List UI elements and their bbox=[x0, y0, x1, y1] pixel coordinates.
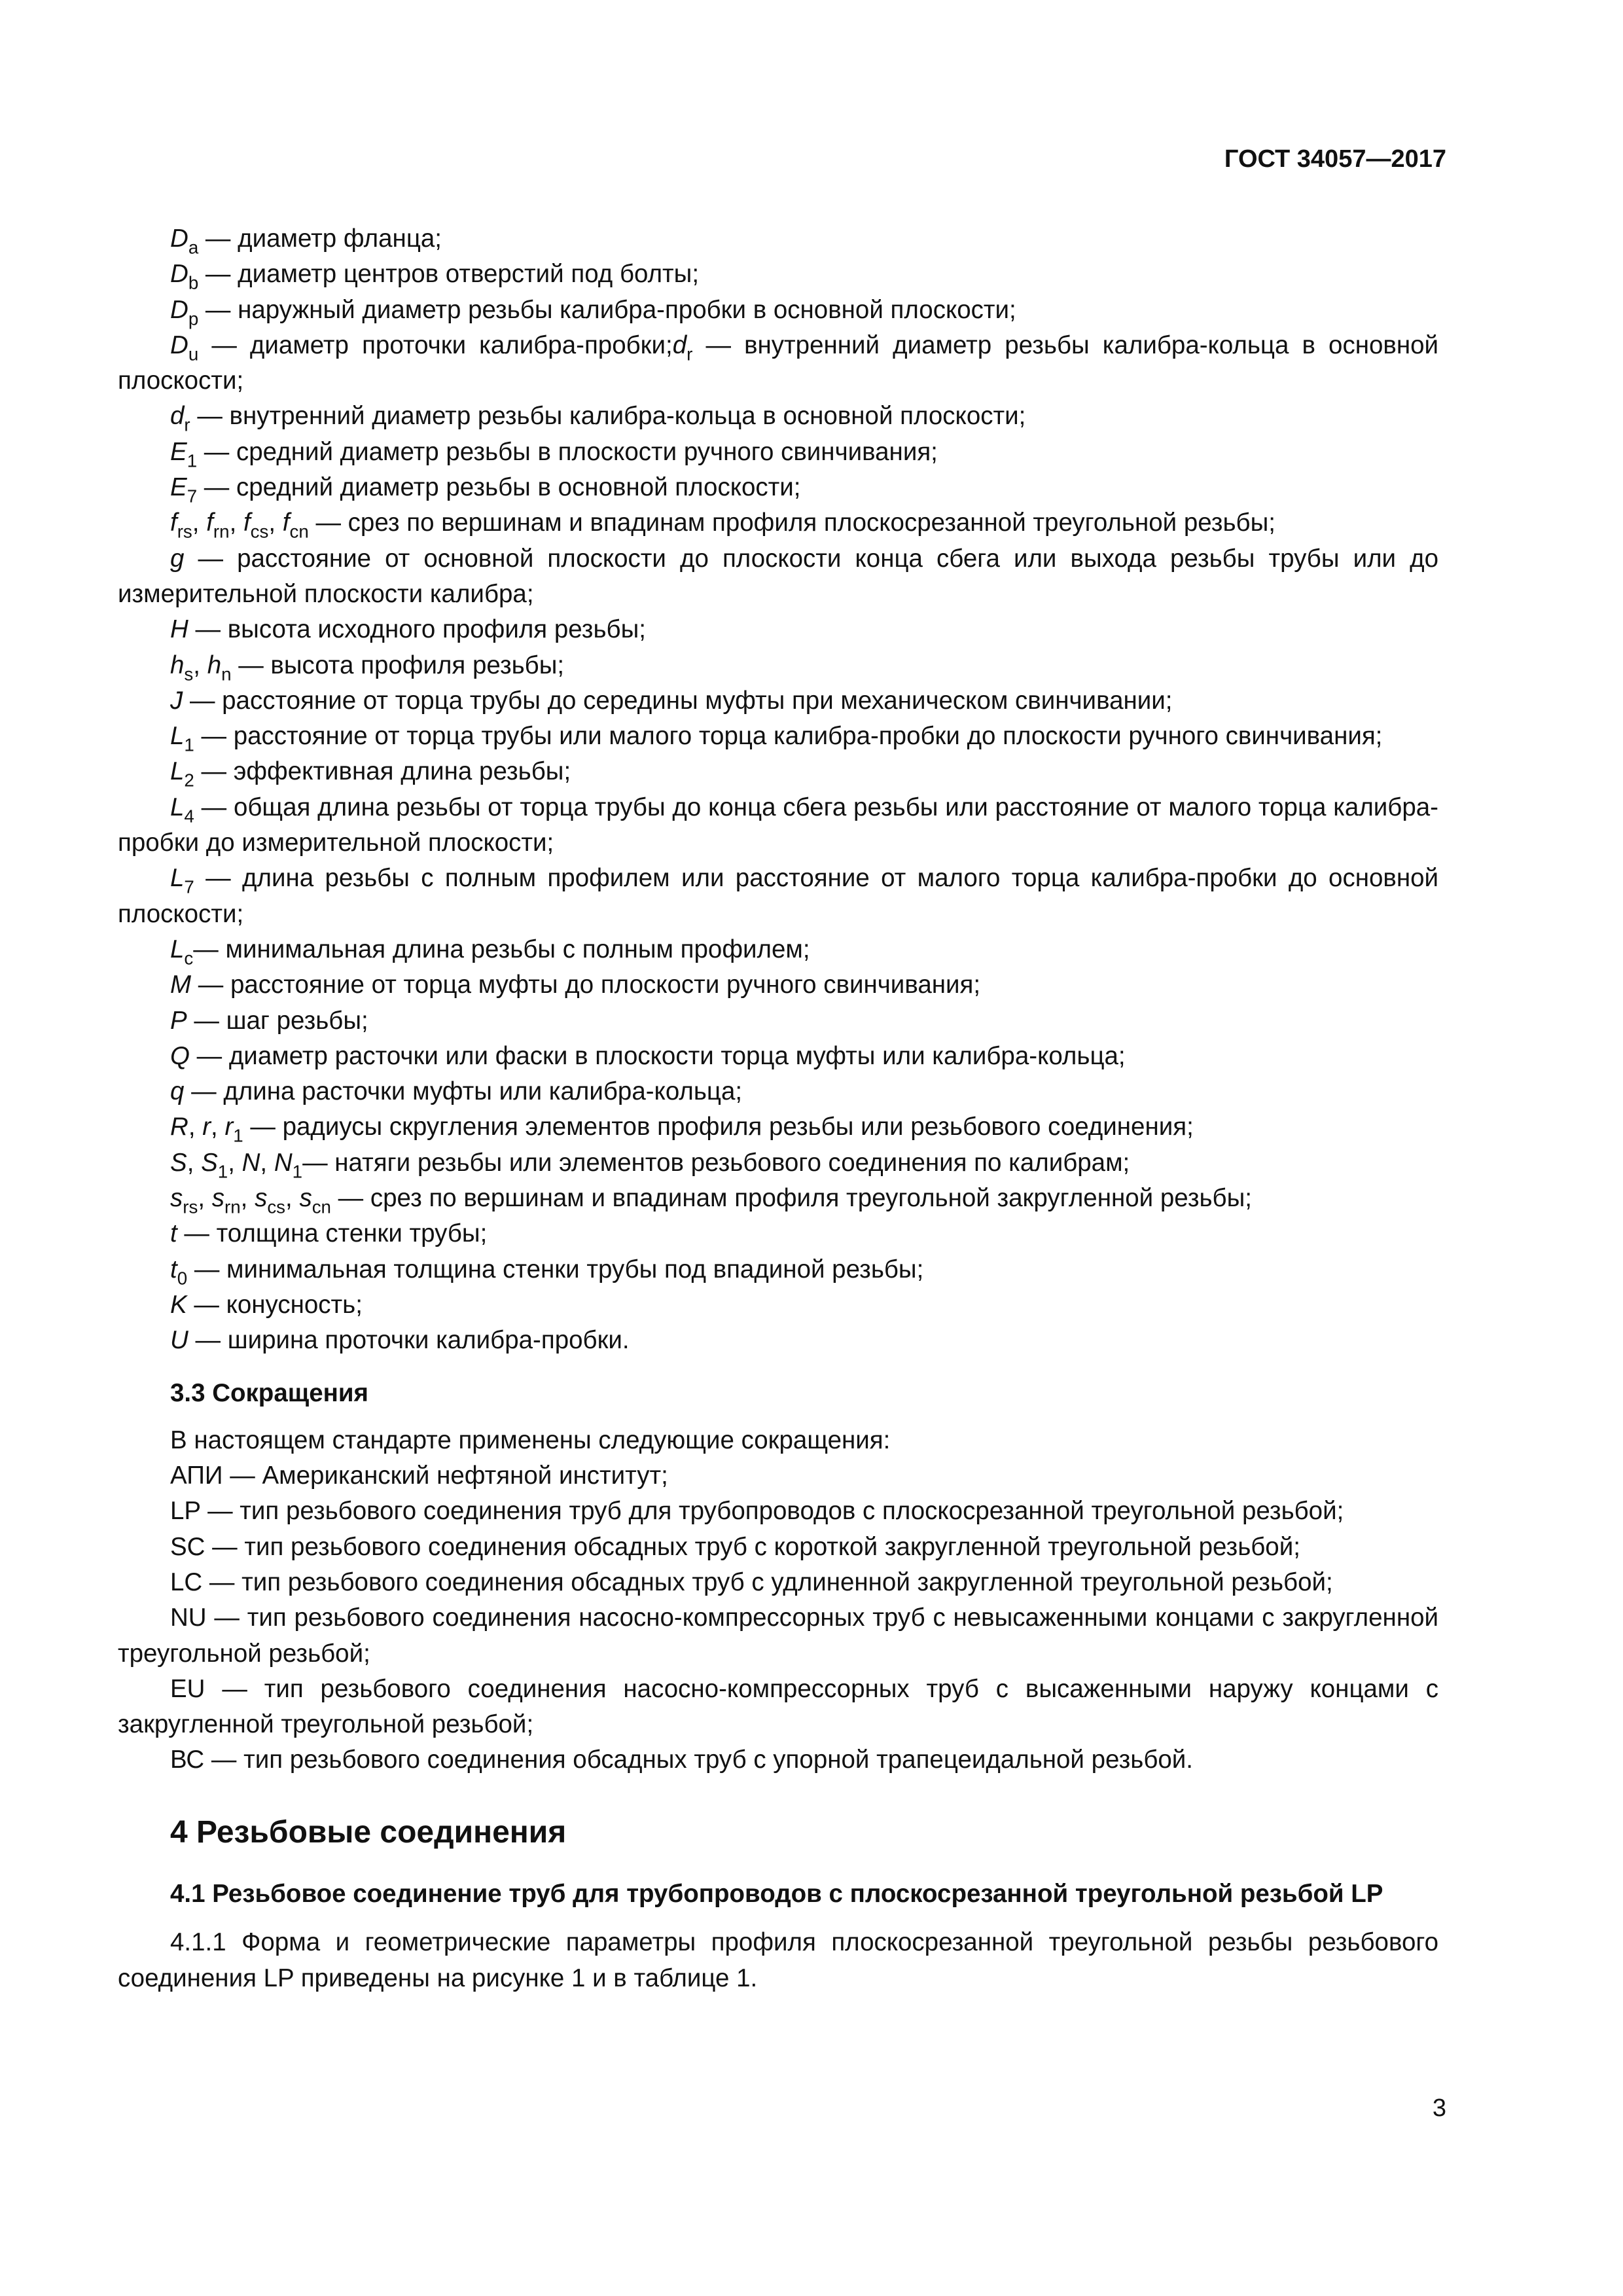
definition-text: — диаметр центров отверстий под болты; bbox=[198, 260, 700, 289]
math-symbol: $L_1$ bbox=[170, 722, 194, 755]
definition-text: — диаметр фланца; bbox=[198, 224, 442, 253]
definition-text: — диаметр расточки или фаски в плоскости торца муфты или калибра-кольца; bbox=[189, 1041, 1126, 1070]
definition-text: — эффективная длина резьбы; bbox=[194, 757, 571, 786]
section-4-heading: 4 Резьбовые соединения bbox=[170, 1814, 567, 1850]
definition-item bbox=[118, 399, 1438, 434]
definition-item bbox=[118, 1074, 1438, 1109]
definition-text: — минимальная длина резьбы с полным профилем; bbox=[193, 935, 810, 963]
math-symbol: M bbox=[170, 971, 192, 999]
definition-text: — средний диаметр резьбы в основной плоскости; bbox=[197, 473, 801, 502]
definition-item bbox=[118, 719, 1438, 754]
definition-text: — радиусы скругления элементов профиля резьбы или резьбового соединения; bbox=[243, 1113, 1194, 1141]
definition-text: — толщина стенки трубы; bbox=[177, 1219, 488, 1248]
definition-text: — диаметр проточки калибра-пробки; bbox=[198, 331, 673, 359]
definition-text: — конусность; bbox=[187, 1290, 363, 1319]
definition-item bbox=[118, 754, 1438, 789]
definition-text: — срез по вершинам и впадинам профиля плоскосрезанной треугольной резьбы; bbox=[308, 509, 1275, 537]
definition-item bbox=[118, 221, 1438, 257]
definition-item bbox=[118, 612, 1438, 647]
math-symbol: $h_n$ bbox=[207, 651, 232, 685]
math-symbol: J bbox=[170, 686, 183, 715]
math-symbol: g bbox=[170, 544, 185, 573]
definition-item bbox=[118, 328, 1438, 399]
definition-item bbox=[118, 470, 1438, 505]
definition-item bbox=[118, 932, 1438, 967]
abbreviation-item: EU — тип резьбового соединения насосно-компрессорных труб с высаженными наружу концами с закругленной треугольной резьбой; bbox=[118, 1674, 1438, 1739]
definition-text: — общая длина резьбы от торца трубы до конца сбега резьбы или расстояние от малого торца калибра-пробки до измерительной плоскости; bbox=[118, 793, 1438, 857]
definition-item bbox=[118, 541, 1438, 613]
definition-item bbox=[118, 257, 1438, 292]
math-symbol: $s_{rs}$ bbox=[170, 1184, 198, 1217]
math-symbol: S bbox=[170, 1148, 187, 1177]
math-symbol: $D_u$ bbox=[170, 331, 199, 365]
math-symbol: t bbox=[170, 1219, 177, 1248]
document-body bbox=[118, 221, 1438, 1996]
math-symbol: $L_7$ bbox=[170, 864, 194, 897]
definition-item bbox=[118, 1323, 1438, 1358]
math-symbol: H bbox=[170, 615, 188, 644]
math-symbol: r bbox=[202, 1113, 211, 1141]
math-symbol: $h_s$ bbox=[170, 651, 194, 685]
math-symbol: U bbox=[170, 1326, 188, 1355]
math-symbol: N bbox=[241, 1148, 260, 1177]
definition-item: S, $S_1$, N, $N_1—$ натяги резьбы или элементов резьбового соединения по калибрам; bbox=[170, 1148, 1130, 1182]
definition-item bbox=[118, 435, 1438, 470]
definition-text: — внутренний диаметр резьбы калибра-кольца в основной плоскости; bbox=[190, 402, 1026, 431]
standard-id-header: ГОСТ 34057—2017 bbox=[1224, 145, 1446, 173]
page-number: 3 bbox=[1432, 2094, 1446, 2122]
abbreviation-item: LP — тип резьбового соединения труб для трубопроводов с плоскосрезанной треугольной резьбой; bbox=[170, 1497, 1344, 1526]
definition-text: — расстояние от торца трубы до середины муфты при механическом свинчивании; bbox=[183, 686, 1173, 715]
paragraph-4-1-1: 4.1.1 Форма и геометрические параметры профиля плоскосрезанной треугольной резьбы резьбового соединения LP приведены на рисунке 1 и в таблице 1. bbox=[118, 1928, 1438, 1992]
definition-text: — длина резьбы с полным профилем или расстояние от малого торца калибра-пробки до основной плоскости; bbox=[118, 864, 1438, 928]
definition-item bbox=[118, 1003, 1438, 1039]
definition-text: — длина расточки муфты или калибра-кольца; bbox=[184, 1077, 743, 1106]
definition-text: — расстояние от торца трубы или малого торца калибра-пробки до плоскости ручного свинчивания; bbox=[194, 722, 1383, 751]
math-symbol: q bbox=[170, 1077, 185, 1106]
definition-item bbox=[118, 790, 1438, 861]
math-symbol: $E_7$ bbox=[170, 473, 198, 507]
definition-text: — высота профиля резьбы; bbox=[231, 651, 565, 679]
math-symbol: $f_{cs}$ bbox=[243, 509, 269, 542]
math-symbol: $s_{cn}$ bbox=[299, 1184, 331, 1217]
math-symbol: $t_0$ bbox=[170, 1255, 188, 1289]
definition-text: — высота исходного профиля резьбы; bbox=[188, 615, 646, 644]
math-symbol: $s_{cs}$ bbox=[255, 1184, 286, 1217]
definition-item bbox=[118, 861, 1438, 932]
definition-item bbox=[118, 967, 1438, 1003]
math-symbol: $D_b$ bbox=[170, 260, 199, 293]
section-3-3-heading: 3.3 Сокращения bbox=[170, 1378, 369, 1407]
definition-item bbox=[118, 683, 1438, 719]
math-symbol: Q bbox=[170, 1041, 190, 1070]
definition-text: — расстояние от торца муфты до плоскости ручного свинчивания; bbox=[191, 971, 981, 999]
math-symbol: $s_{rn}$ bbox=[211, 1184, 241, 1217]
definition-item: $f_{rs}$, $f_{rn}$, $f_{cs}$, $f_{cn}$ — срез по вершинам и впадинам профиля плоскосрезанной треугольной резьбы; bbox=[170, 509, 1275, 542]
math-symbol: K bbox=[170, 1290, 187, 1319]
math-symbol: $r_1$ bbox=[224, 1113, 243, 1146]
definition-item: R, r, $r_1$ — радиусы скругления элементов профиля резьбы или резьбового соединения; bbox=[170, 1113, 1194, 1146]
math-symbol: $L_c$ bbox=[170, 935, 194, 969]
abbreviations-list bbox=[118, 1458, 1438, 1778]
definition-text: — шаг резьбы; bbox=[187, 1006, 368, 1035]
symbol-definitions-list bbox=[118, 221, 1438, 1359]
abbreviations-intro: В настоящем стандарте применены следующие сокращения: bbox=[170, 1426, 891, 1454]
math-symbol: R bbox=[170, 1113, 188, 1141]
math-symbol: $D_a$ bbox=[170, 224, 199, 258]
definition-item: $s_{rs}$, $s_{rn}$, $s_{cs}$, $s_{cn}$ — срез по вершинам и впадинам профиля треугольной закругленной резьбы; bbox=[170, 1184, 1252, 1217]
definition-text: — внутренний диаметр резьбы калибра-кольца в основной плоскости; bbox=[118, 331, 1438, 395]
math-symbol: $L_2$ bbox=[170, 757, 194, 791]
abbreviation-item: LC — тип резьбового соединения обсадных труб с удлиненной закругленной треугольной резьбой; bbox=[170, 1568, 1333, 1596]
definition-text: — наружный диаметр резьбы калибра-пробки в основной плоскости; bbox=[198, 295, 1016, 324]
math-symbol: $D_p$ bbox=[170, 295, 199, 329]
definition-text: — средний диаметр резьбы в плоскости ручного свинчивания; bbox=[197, 437, 938, 466]
math-symbol: $f_{rs}$ bbox=[170, 509, 192, 542]
definition-text: — натяги резьбы или элементов резьбового соединения по калибрам; bbox=[302, 1148, 1130, 1177]
abbreviation-item: NU — тип резьбового соединения насосно-компрессорных труб с невысаженными концами с закругленной треугольной резьбой; bbox=[118, 1604, 1438, 1668]
math-symbol: $N_1$ bbox=[274, 1148, 303, 1182]
definition-text: — минимальная толщина стенки трубы под впадиной резьбы; bbox=[187, 1255, 924, 1283]
math-symbol: $E_1$ bbox=[170, 437, 198, 471]
definition-text: — ширина проточки калибра-пробки. bbox=[188, 1326, 630, 1355]
abbreviation-item: АПИ — Американский нефтяной институт; bbox=[170, 1462, 668, 1490]
subsection-4-1-heading: 4.1 Резьбовое соединение труб для трубопроводов с плоскосрезанной треугольной резьбой LP bbox=[170, 1880, 1383, 1909]
definition-item bbox=[118, 1216, 1438, 1251]
math-symbol: $d_r$ bbox=[170, 402, 190, 436]
definition-text: — расстояние от основной плоскости до плоскости конца сбега или выхода резьбы трубы или до измерительной плоскости калибра; bbox=[118, 544, 1438, 608]
abbreviation-item: SC — тип резьбового соединения обсадных труб с короткой закругленной треугольной резьбой; bbox=[170, 1532, 1300, 1561]
math-symbol: $d_r$ bbox=[672, 331, 693, 365]
math-symbol: $f_{cn}$ bbox=[282, 509, 309, 542]
math-symbol: $L_4$ bbox=[170, 793, 194, 827]
definition-item: $h_s$, $h_n$ — высота профиля резьбы; bbox=[170, 651, 565, 685]
math-symbol: P bbox=[170, 1006, 187, 1035]
definition-item bbox=[118, 1287, 1438, 1323]
definition-item bbox=[118, 1039, 1438, 1074]
definition-text: — срез по вершинам и впадинам профиля треугольной закругленной резьбы; bbox=[330, 1184, 1252, 1213]
abbreviation-item: ВС — тип резьбового соединения обсадных труб с упорной трапецеидальной резьбой. bbox=[170, 1746, 1193, 1774]
definition-item bbox=[118, 293, 1438, 328]
math-symbol: $S_1$ bbox=[201, 1148, 228, 1182]
math-symbol: $f_{rn}$ bbox=[206, 509, 230, 542]
definition-item bbox=[118, 1252, 1438, 1287]
